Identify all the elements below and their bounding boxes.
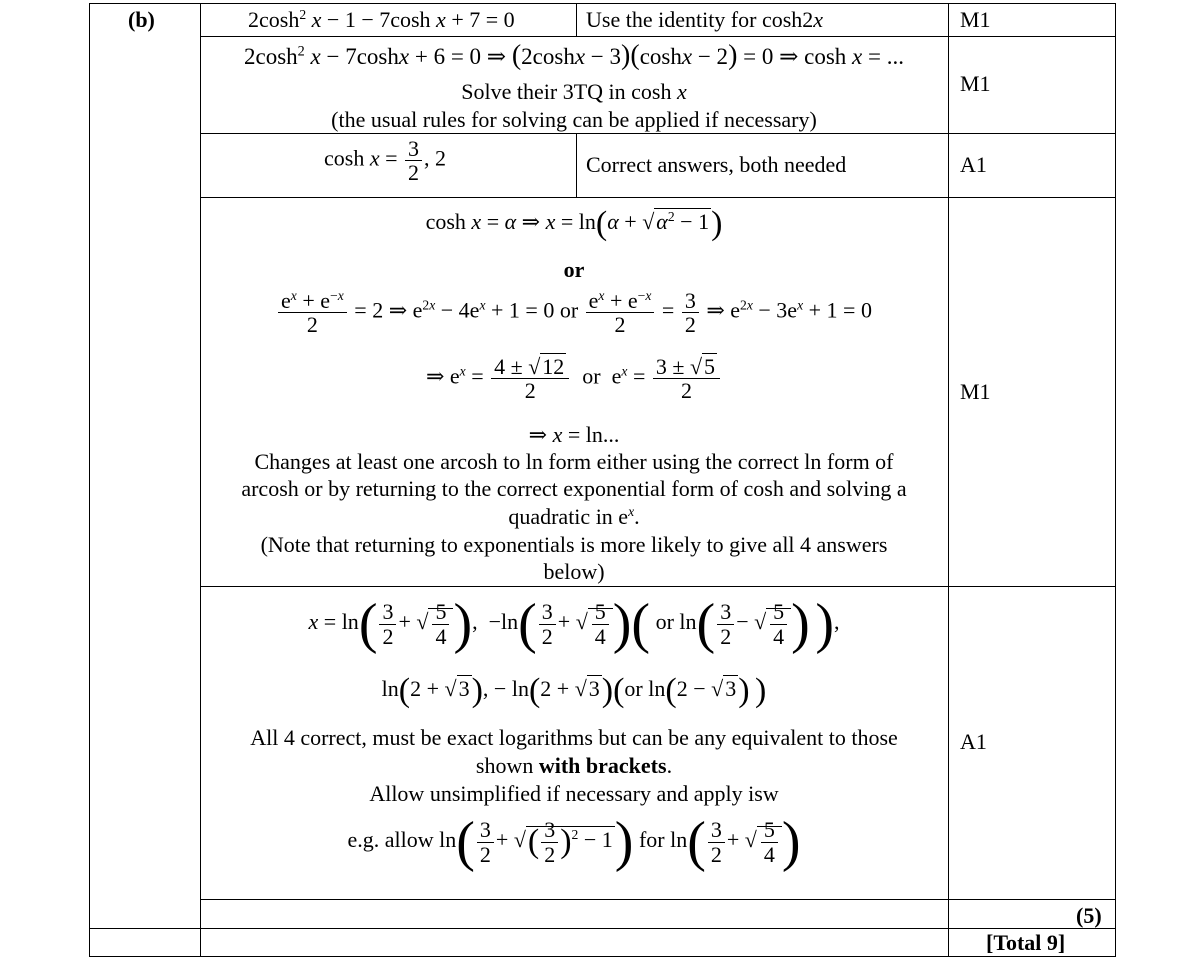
row5-text3: Allow unsimplified if necessary and apply isw	[369, 781, 779, 806]
subtotal: (5)	[1076, 903, 1102, 928]
row5-example: e.g. allow ln( $\frac{3}{2}$ + √( $\frac{3}{2}$ )$^2$ − 1) for ln( $\frac{3}{2}$ + √ $\frac{5}{4}$ )	[347, 811, 801, 873]
row5-eq2: ln(2 + √3), − ln(2 + √3)(or ln(2 − √3) )	[381, 672, 767, 709]
row4-text3: quadratic in $e^x$.	[508, 503, 640, 529]
row4-mark: M1	[960, 379, 991, 404]
row3-equation: cosh x = $\frac{3}{2}$ , 2	[324, 136, 447, 186]
row2-note2: (the usual rules for solving can be applied if necessary)	[331, 107, 817, 132]
total: [Total 9]	[986, 930, 1066, 955]
row4-content	[200, 197, 948, 586]
row5-text2: shown with brackets.	[475, 753, 673, 778]
row1-equation: $2\cosh^2$ x − 1 − 7cosh x + 7 = 0	[248, 6, 515, 32]
row2-mark: M1	[960, 71, 991, 96]
row5-eq1: x = ln( $\frac{3}{2}$ + √ $\frac{5}{4}$ ), −ln( $\frac{3}{2}$ + √ $\frac{5}{4}$ )( or ln( $\frac{3}{2}$ − √ $\frac{5}{4}$ ) ),	[308, 593, 840, 655]
row2-note1: Solve their 3TQ in cosh x	[461, 79, 687, 104]
row1-mark: M1	[960, 7, 991, 32]
row4-eq4: ⇒ x = ln...	[528, 422, 620, 447]
row4-eq2: $\frac{e^x + e^{-x}}{2}$ = 2 ⇒ $e^{2x} - 4e^x + 1 = 0$ or $\frac{e^x + e^{-x}}{2}$ = $\frac{3}{2}$ ⇒ $e^{2x} - 3e^x + 1 = 0$	[200, 289, 948, 336]
row4-text5: below)	[543, 559, 605, 584]
row2-content	[200, 36, 948, 133]
row4-text1: Changes at least one arcosh to ln form either using the correct ln form of	[254, 449, 894, 474]
row4-eq3: ⇒ $e^x$ = $\frac{4 \pm √12}{2}$ or $e^x$ = $\frac{3 \pm √5}{2}$	[200, 355, 948, 402]
row4-text2: arcosh or by returning to the correct exponential form of cosh and solving a	[241, 476, 907, 501]
row4-or: or	[563, 257, 585, 282]
row3-mark: A1	[960, 152, 987, 177]
row4-eq1: cosh x = α ⇒ $x = \ln(\alpha + √\alpha^2 - 1)$	[425, 205, 723, 242]
row5-text1: All 4 correct, must be exact logarithms but can be any equivalent to those	[250, 725, 898, 750]
part-label: (b)	[128, 7, 155, 32]
row5-content	[200, 586, 948, 899]
row1-note: Use the identity for cosh2x	[586, 7, 824, 32]
row2-equation: $2\cosh^2$ x − 7coshx + 6 = 0 ⇒ (2coshx − 3)(coshx − 2) = 0 ⇒ cosh x = ...	[243, 40, 904, 71]
row5-mark: A1	[960, 729, 987, 754]
row4-text4: (Note that returning to exponentials is more likely to give all 4 answers	[260, 532, 888, 557]
row3-note: Correct answers, both needed	[586, 152, 847, 177]
